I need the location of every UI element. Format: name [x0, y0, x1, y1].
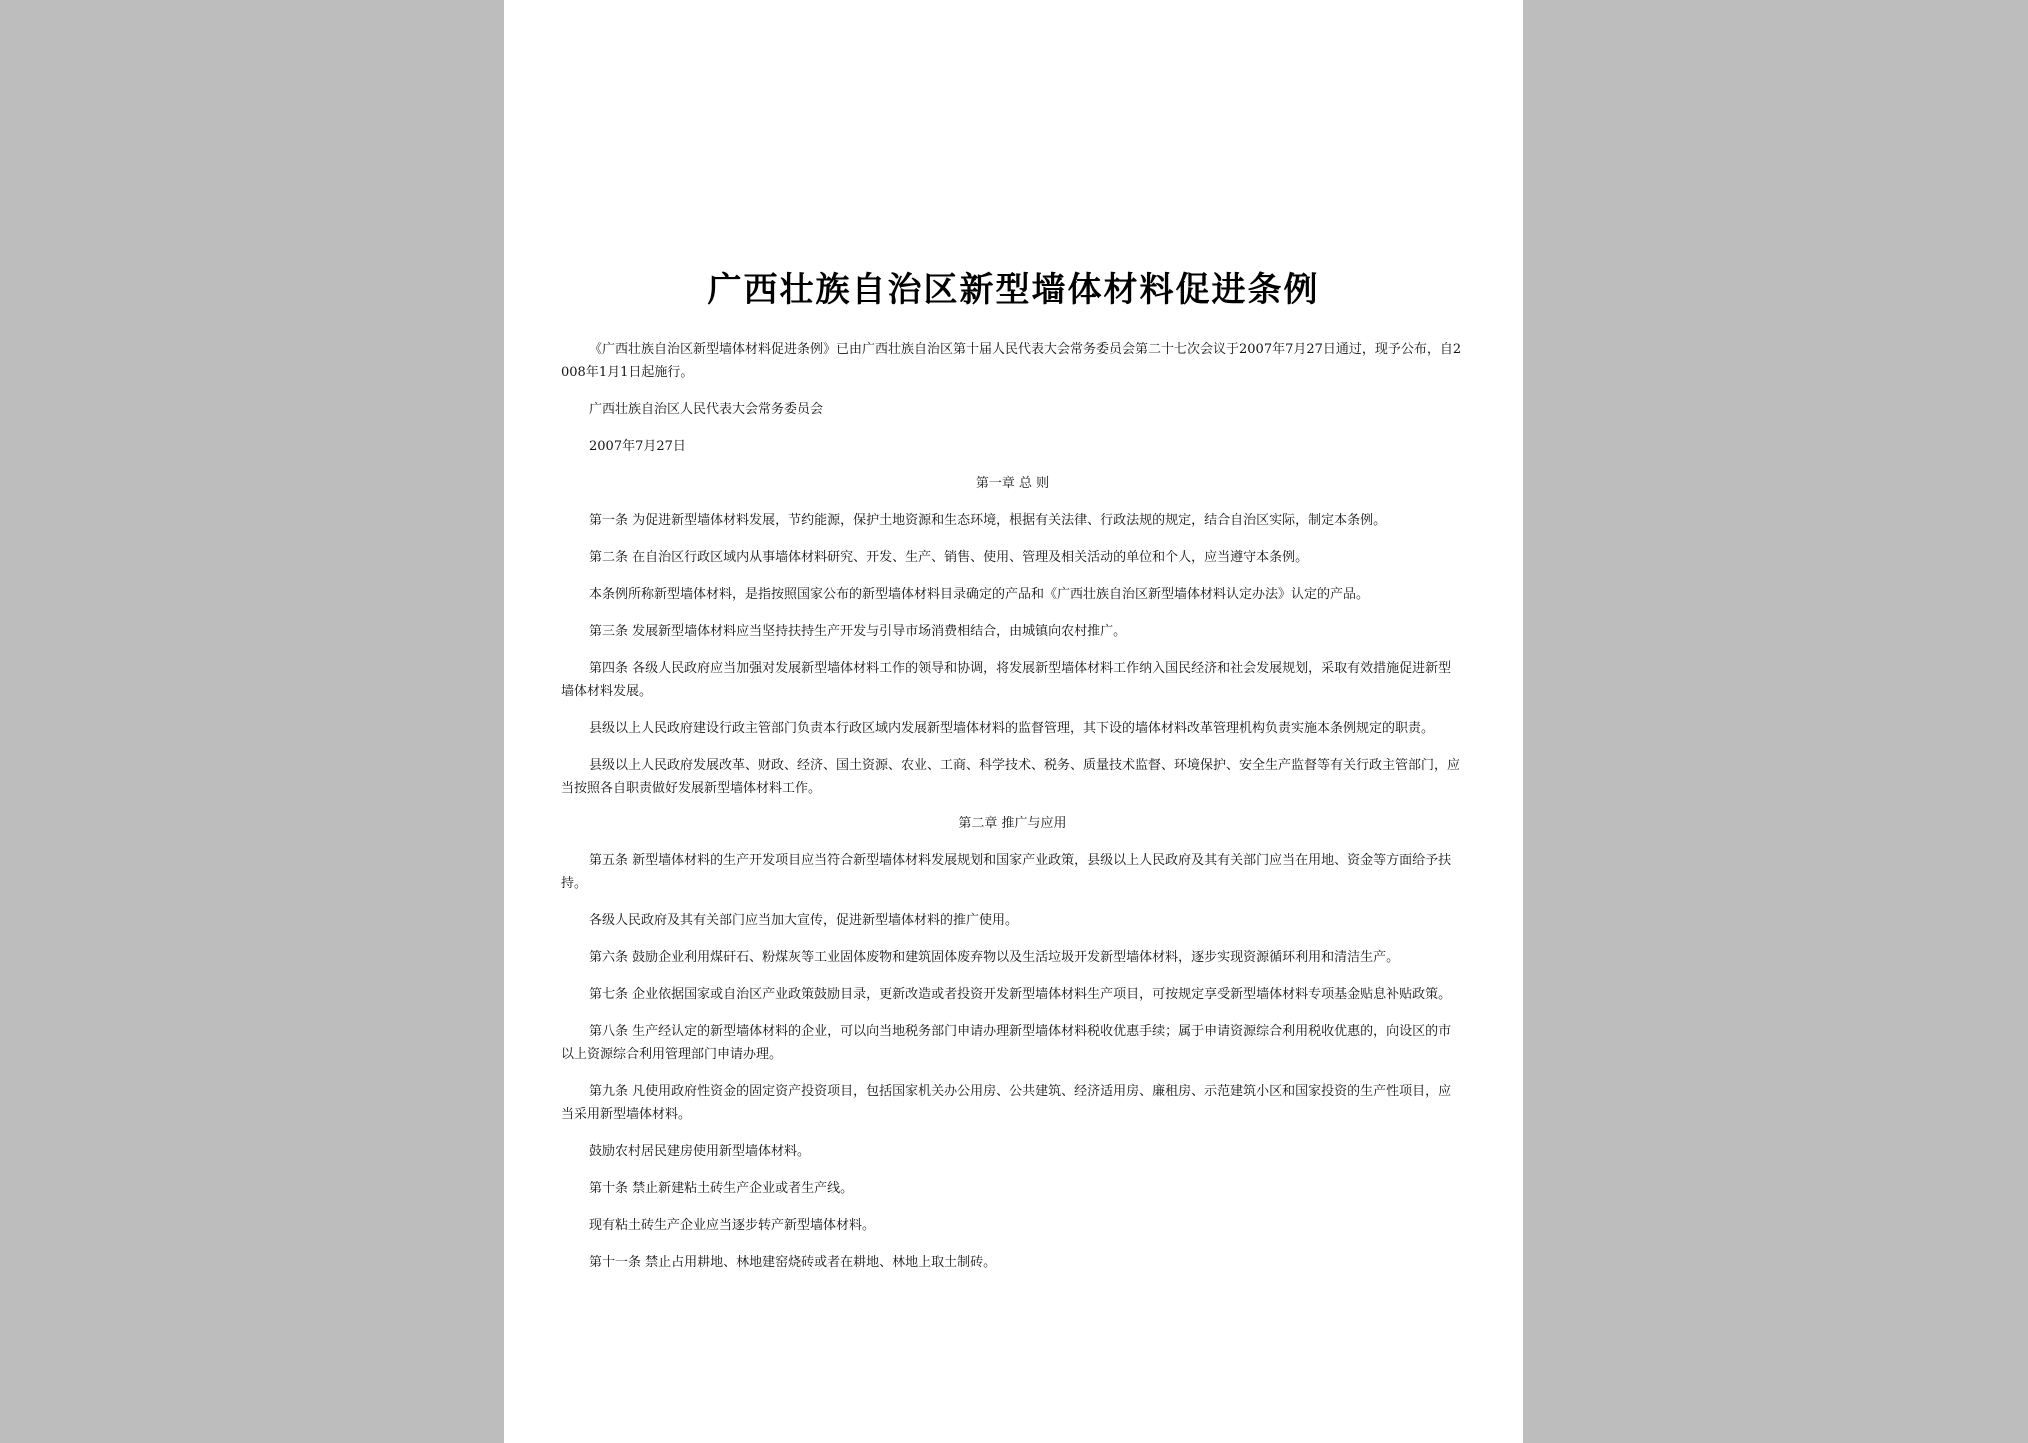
article-paragraph: 第三条 发展新型墙体材料应当坚持扶持生产开发与引导市场消费相结合，由城镇向农村推广。: [589, 624, 1127, 639]
document-page: [504, 0, 1523, 1443]
date-line: 2007年7月27日: [589, 439, 686, 454]
issuer-line: 广西壮族自治区人民代表大会常务委员会: [589, 402, 824, 417]
chapter-heading: 第二章 推广与应用: [958, 816, 1067, 831]
article-paragraph: 县级以上人民政府建设行政主管部门负责本行政区域内发展新型墙体材料的监督管理，其下设的墙体材料改革管理机构负责实施本条例规定的职责。: [589, 721, 1435, 736]
article-paragraph: 第五条 新型墙体材料的生产开发项目应当符合新型墙体材料发展规划和国家产业政策，县级以上人民政府及其有关部门应当在用地、资金等方面给予扶持。: [561, 853, 1452, 891]
article-paragraph: 第二条 在自治区行政区域内从事墙体材料研究、开发、生产、销售、使用、管理及相关活动的单位和个人，应当遵守本条例。: [589, 550, 1309, 565]
article-paragraph: 第十条 禁止新建粘土砖生产企业或者生产线。: [589, 1181, 854, 1196]
document-title: 广西壮族自治区新型墙体材料促进条例: [707, 270, 1320, 310]
preamble-paragraph: 《广西壮族自治区新型墙体材料促进条例》已由广西壮族自治区第十届人民代表大会常务委员会第二十七次会议于2007年7月27日通过，现予公布，自2008年1月1日起施行。: [561, 342, 1462, 380]
article-paragraph: 第一条 为促进新型墙体材料发展，节约能源，保护土地资源和生态环境，根据有关法律、行政法规的规定，结合自治区实际，制定本条例。: [589, 513, 1387, 528]
article-paragraph: 现有粘土砖生产企业应当逐步转产新型墙体材料。: [589, 1218, 876, 1233]
article-paragraph: 本条例所称新型墙体材料，是指按照国家公布的新型墙体材料目录确定的产品和《广西壮族自治区新型墙体材料认定办法》认定的产品。: [589, 587, 1370, 602]
article-paragraph: 第六条 鼓励企业利用煤矸石、粉煤灰等工业固体废物和建筑固体废弃物以及生活垃圾开发新型墙体材料，逐步实现资源循环利用和清洁生产。: [589, 950, 1400, 965]
article-paragraph: 鼓励农村居民建房使用新型墙体材料。: [589, 1144, 811, 1159]
chapter-heading: 第一章 总 则: [975, 476, 1050, 491]
article-paragraph: 各级人民政府及其有关部门应当加大宣传，促进新型墙体材料的推广使用。: [589, 913, 1019, 928]
article-paragraph: 第八条 生产经认定的新型墙体材料的企业，可以向当地税务部门申请办理新型墙体材料税收优惠手续；属于申请资源综合利用税收优惠的，向设区的市以上资源综合利用管理部门申请办理。: [561, 1024, 1452, 1062]
article-paragraph: 县级以上人民政府发展改革、财政、经济、国土资源、农业、工商、科学技术、税务、质量技术监督、环境保护、安全生产监督等有关行政主管部门，应当按照各自职责做好发展新型墙体材料工作。: [561, 758, 1461, 796]
document-body: [561, 338, 1464, 1288]
article-paragraph: 第十一条 禁止占用耕地、林地建窑烧砖或者在耕地、林地上取土制砖。: [589, 1255, 997, 1270]
article-paragraph: 第九条 凡使用政府性资金的固定资产投资项目，包括国家机关办公用房、公共建筑、经济适用房、廉租房、示范建筑小区和国家投资的生产性项目，应当采用新型墙体材料。: [561, 1084, 1452, 1122]
article-paragraph: 第七条 企业依据国家或自治区产业政策鼓励目录，更新改造或者投资开发新型墙体材料生产项目，可按规定享受新型墙体材料专项基金贴息补贴政策。: [589, 987, 1452, 1002]
article-paragraph: 第四条 各级人民政府应当加强对发展新型墙体材料工作的领导和协调，将发展新型墙体材料工作纳入国民经济和社会发展规划，采取有效措施促进新型墙体材料发展。: [561, 661, 1452, 699]
